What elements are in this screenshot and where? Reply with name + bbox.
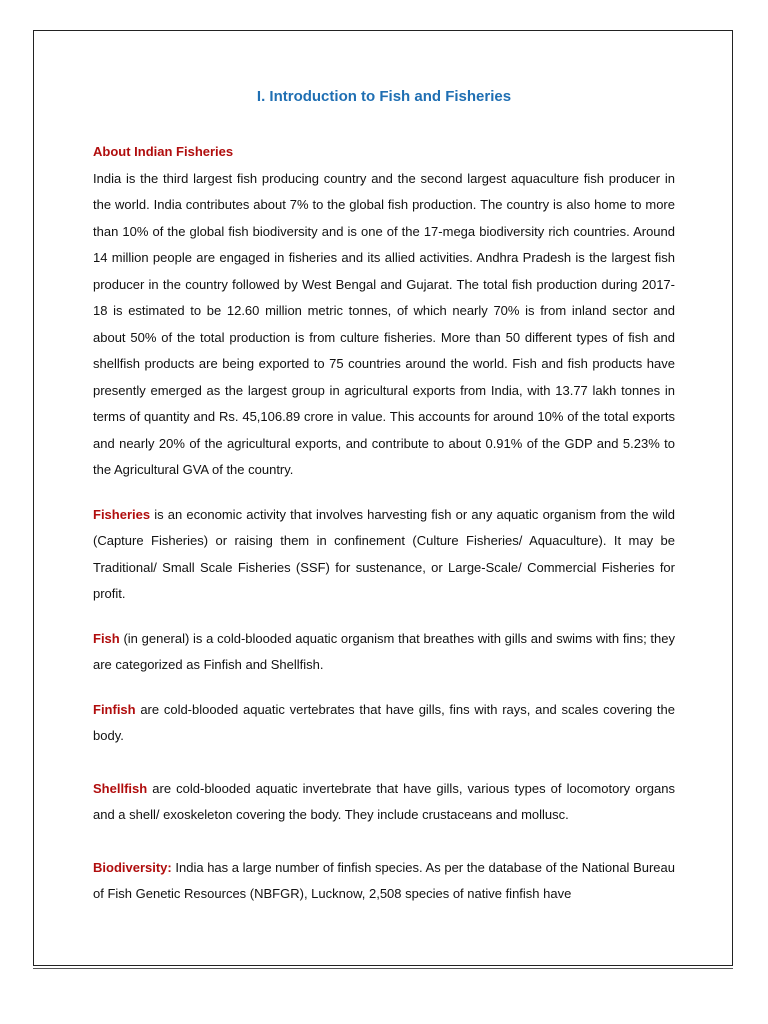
definition-finfish xyxy=(93,697,675,750)
definition-text: India has a large number of finfish species. As per the database of the National Bureau of Fish Genetic Resources (NBFGR), Lucknow, 2,508 species of native finfish have xyxy=(93,859,675,901)
term-label: Finfish xyxy=(93,701,136,717)
spacer xyxy=(93,829,675,855)
definition-text: is an economic activity that involves harvesting fish or any aquatic organism from the wild (Capture Fisheries) or raising them in confinement (Culture Fisheries/ Aquaculture). It may be Traditional/ Small Scale Fisheries (SSF) for sustenance, or Large-Scale/ Commercial Fisheries for profit. xyxy=(93,506,675,601)
page-title: I. Introduction to Fish and Fisheries xyxy=(256,88,512,105)
term-label: Shellfish xyxy=(93,780,148,796)
about-paragraph: India is the third largest fish producing country and the second largest aquaculture fish producer in the world. India contributes about 7% to the global fish production. The country is also home to more than 10% of the global fish biodiversity and is one of the 17-mega biodiversity rich countries. Around 14 million people are engaged in fisheries and its allied activities. Andhra Pradesh is the largest fish producer in the country followed by West Bengal and Gujarat. The total fish production during 2017-18 is estimated to be 12.60 million metric tonnes, of which nearly 70% is from inland sector and about 50% of the total production is from culture fisheries. More than 50 different types of fish and shellfish products are being exported to 75 countries around the world. Fish and fish products have presently emerged as the largest group in agricultural exports from India, with 13.77 lakh tonnes in terms of quantity and Rs. 45,106.89 crore in value. This accounts for around 10% of the total exports and nearly 20% of the agricultural exports, and contribute to about 0.91% of the GDP and 5.23% to the Agricultural GVA of the country. xyxy=(93,170,675,477)
spacer xyxy=(93,484,675,502)
term-label: Fish xyxy=(93,630,120,646)
definition-fisheries xyxy=(93,502,675,608)
footer-rule xyxy=(33,968,733,969)
definition-fish xyxy=(93,626,675,679)
definition-text: are cold-blooded aquatic vertebrates that have gills, fins with rays, and scales covering the body. xyxy=(93,701,675,743)
definition-text: (in general) is a cold-blooded aquatic organism that breathes with gills and swims with fins; they are categorized as Finfish and Shellfish. xyxy=(93,630,675,672)
definition-shellfish xyxy=(93,776,675,829)
definition-text: are cold-blooded aquatic invertebrate that have gills, various types of locomotory organs and a shell/ exoskeleton covering the body. They include crustaceans and mollusc. xyxy=(93,780,675,822)
spacer xyxy=(93,608,675,626)
document-body xyxy=(93,88,675,908)
term-label: Fisheries xyxy=(93,506,151,522)
spacer xyxy=(93,750,675,776)
spacer xyxy=(93,679,675,697)
definition-biodiversity xyxy=(93,855,675,908)
term-label: Biodiversity: xyxy=(93,859,172,875)
section-heading: About Indian Fisheries xyxy=(93,144,234,159)
